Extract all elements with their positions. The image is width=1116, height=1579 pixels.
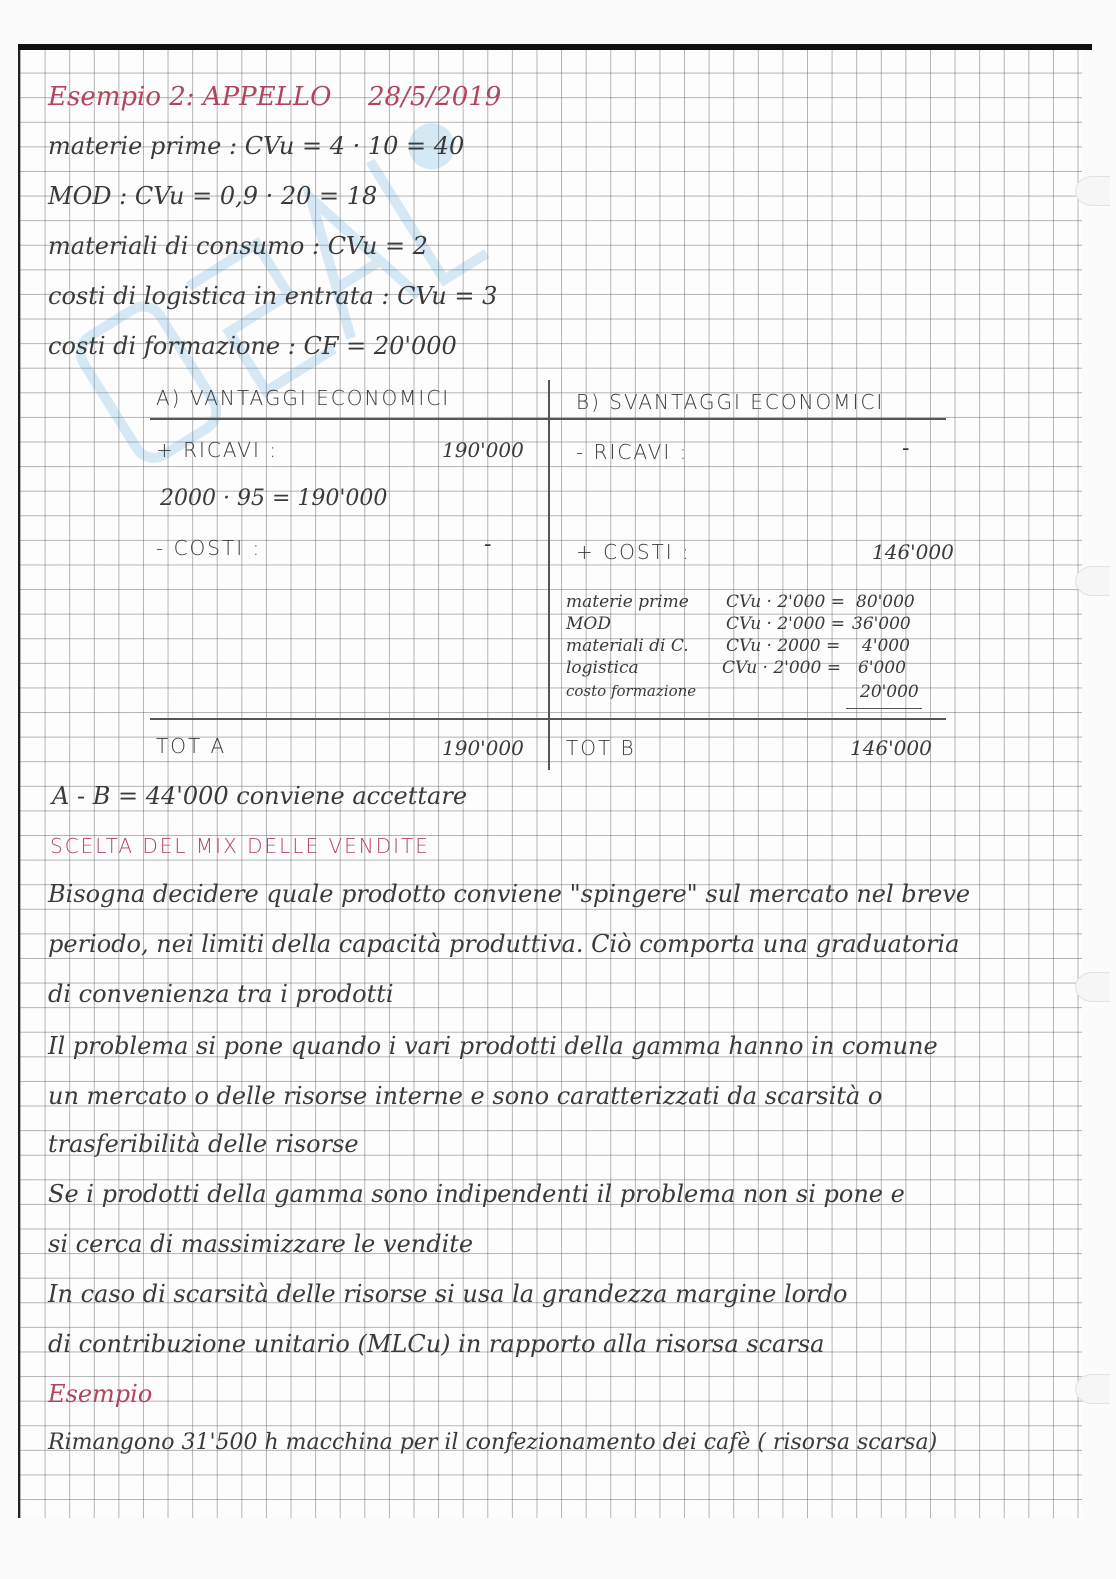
- b-item-calc: CVu · 2000 =: [726, 636, 841, 656]
- example-line: Rimangono 31'500 h macchina per il confezionamento dei cafè ( risorsa scarsa): [48, 1430, 938, 1455]
- paragraph-line: Il problema si pone quando i vari prodotti della gamma hanno in comune: [48, 1032, 938, 1060]
- table-divider: [548, 380, 550, 770]
- paragraph-line: trasferibilità delle risorse: [48, 1130, 359, 1158]
- section-title: SCELTA DEL MIX DELLE VENDITE: [50, 834, 430, 858]
- paragraph-line: Se i prodotti della gamma sono indipendenti il problema non si pone e: [48, 1180, 905, 1208]
- example-title: Esempio 2: APPELLO: [48, 82, 332, 112]
- b-item-label: costo formazione: [566, 682, 697, 700]
- b-item-calc: CVu · 2'000 =: [726, 614, 845, 634]
- b-item-calc: CVu · 2'000 =: [726, 592, 845, 612]
- a-ricavi-value: 190'000: [442, 438, 524, 462]
- binder-hole: [1075, 176, 1110, 206]
- table-total-rule: [150, 718, 946, 720]
- b-costi-value: 146'000: [872, 540, 954, 564]
- cost-line: costi di logistica in entrata : CVu = 3: [48, 282, 498, 310]
- paragraph-line: si cerca di massimizzare le vendite: [48, 1230, 474, 1258]
- tot-b-label: TOT B: [566, 736, 636, 760]
- tot-a-label: TOT A: [156, 734, 227, 758]
- binder-hole: [1075, 972, 1110, 1002]
- b-item-label: logistica: [566, 658, 639, 678]
- sum-underline: [846, 708, 922, 709]
- a-costi-value: -: [484, 532, 492, 557]
- b-item-value: 6'000: [858, 658, 906, 678]
- table-a-title: A) VANTAGGI ECONOMICI: [156, 386, 451, 410]
- b-item-value: 36'000: [852, 614, 911, 634]
- cost-line: materiali di consumo : CVu = 2: [48, 232, 428, 260]
- b-item-value: 4'000: [862, 636, 910, 656]
- b-ricavi-label: - RICAVI :: [576, 440, 689, 464]
- a-ricavi-calc: 2000 · 95 = 190'000: [160, 486, 388, 511]
- example-heading: Esempio: [48, 1380, 153, 1408]
- paragraph-line: di convenienza tra i prodotti: [48, 980, 394, 1008]
- result-line: A - B = 44'000 conviene accettare: [52, 782, 468, 810]
- b-costi-label: + COSTI :: [576, 540, 691, 564]
- b-item-value: 20'000: [860, 682, 919, 702]
- paragraph-line: Bisogna decidere quale prodotto conviene "spingere" sul mercato nel breve: [48, 880, 971, 908]
- b-item-value: 80'000: [856, 592, 915, 612]
- b-item-label: materie prime: [566, 592, 689, 612]
- binder-hole: [1075, 1374, 1110, 1404]
- a-ricavi-label: + RICAVI :: [156, 438, 278, 462]
- b-item-label: materiali di C.: [566, 636, 689, 656]
- b-item-calc: CVu · 2'000 =: [722, 658, 841, 678]
- paragraph-line: un mercato o delle risorse interne e sono caratterizzati da scarsità o: [48, 1082, 883, 1110]
- exam-date: 28/5/2019: [368, 82, 502, 112]
- a-costi-label: - COSTI :: [156, 536, 262, 560]
- paragraph-line: In caso di scarsità delle risorse si usa la grandezza margine lordo: [48, 1280, 848, 1308]
- cost-line: materie prime : CVu = 4 · 10 = 40: [48, 132, 465, 160]
- tot-b-value: 146'000: [850, 736, 932, 760]
- b-item-label: MOD: [566, 614, 611, 634]
- table-b-title: B) SVANTAGGI ECONOMICI: [576, 390, 885, 414]
- b-ricavi-value: -: [902, 436, 910, 461]
- binder-hole: [1075, 566, 1110, 596]
- paragraph-line: di contribuzione unitario (MLCu) in rapporto alla risorsa scarsa: [48, 1330, 825, 1358]
- cost-line: MOD : CVu = 0,9 · 20 = 18: [48, 182, 378, 210]
- paragraph-line: periodo, nei limiti della capacità produttiva. Ciò comporta una graduatoria: [48, 930, 960, 958]
- cost-line: costi di formazione : CF = 20'000: [48, 332, 457, 360]
- tot-a-value: 190'000: [442, 736, 524, 760]
- page-top-edge: [18, 44, 1092, 50]
